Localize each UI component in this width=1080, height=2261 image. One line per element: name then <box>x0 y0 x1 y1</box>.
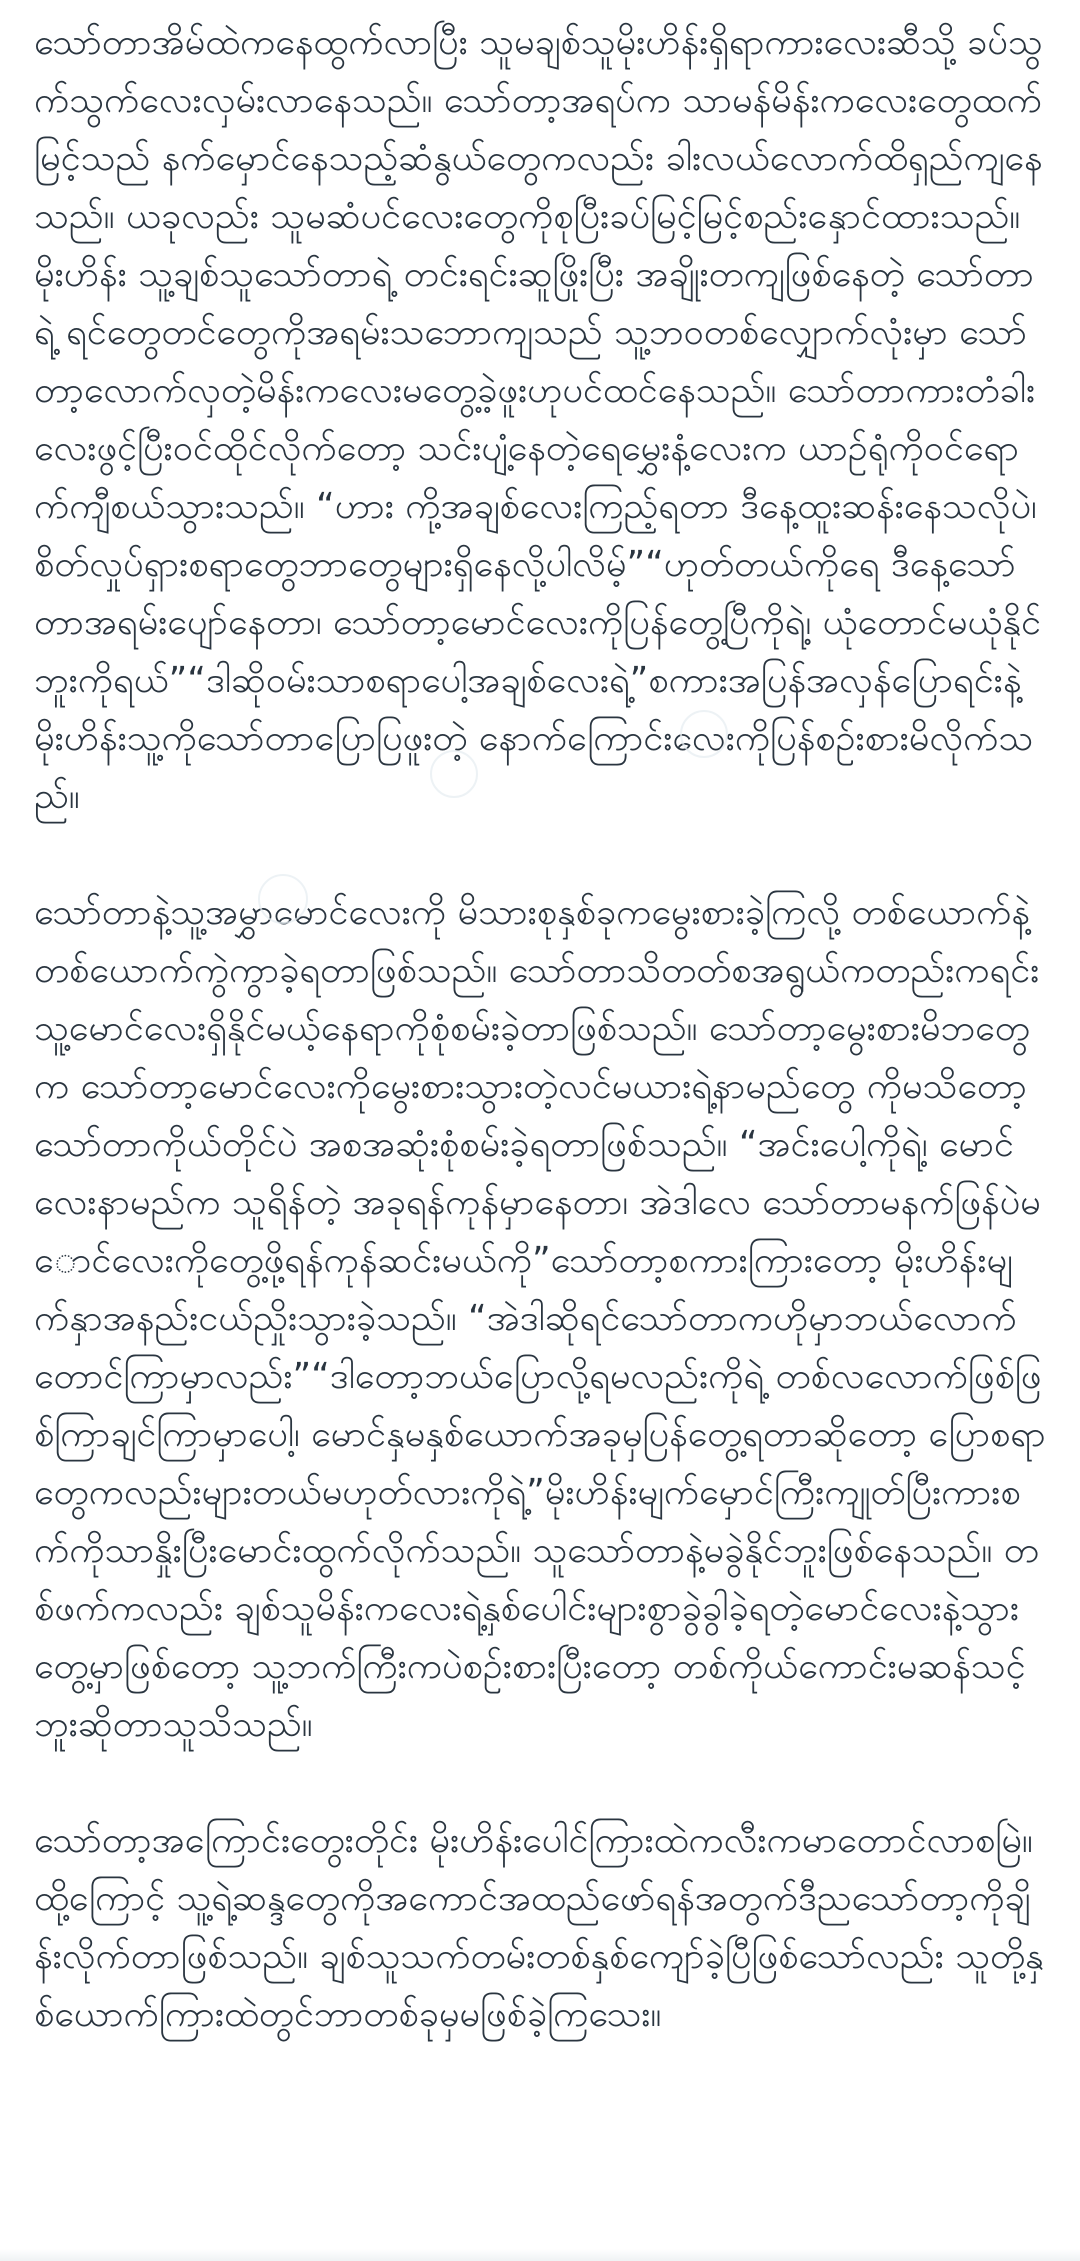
tap-ripple-indicator <box>430 750 478 798</box>
article-paragraph-3: သော်တာ့အကြောင်းတွေးတိုင်း မိုးဟိန်းပေါင်ကြားထဲကလီးကမာတောင်လာစမြဲ။ ထို့ကြောင့် သူ့ရဲ့ဆန္ဒတွေကိုအကောင်အထည်ဖော်ရန်အတွက်ဒီညသော်တာ့ကိုချိန်းလိုက်တာဖြစ်သည်။ ချစ်သူသက်တမ်းတစ်နှစ်ကျော်ခဲ့ပြီဖြစ်သော်လည်း သူတို့နှစ်ယောက်ကြားထဲတွင်ဘာတစ်ခုမှမဖြစ်ခဲ့ကြသေး။ <box>34 1820 1044 2035</box>
article-paragraph-1: သော်တာအိမ်ထဲကနေထွက်လာပြီး သူမချစ်သူမိုးဟိန်းရှိရာကားလေးဆီသို့ ခပ်သွက်သွက်လေးလှမ်းလာနေသည်။ သော်တာ့အရပ်က သာမန်မိန်းကလေးတွေထက်မြင့်သည် နက်မှောင်နေသည့်ဆံနွယ်တွေကလည်း ခါးလယ်လောက်ထိရှည်ကျနေသည်။ ယခုလည်း သူမဆံပင်လေးတွေကိုစုပြီးခပ်မြင့်မြင့်စည်းနှောင်ထားသည်။ မိုးဟိန်း သူ့ချစ်သူသော်တာရဲ့ တင်းရင်းဆူဖြိုးပြီး အချိုးတကျဖြစ်နေတဲ့ သော်တာရဲ့ ရင်တွေတင်တွေကိုအရမ်းသဘောကျသည် သူ့ဘဝတစ်လျှောက်လုံးမှာ သော်တာ့လောက်လှတဲ့မိန်းကလေးမတွေ့ခဲ့ဖူးဟုပင်ထင်နေသည်။ သော်တာကားတံခါးလေးဖွင့်ပြီးဝင်ထိုင်လိုက်တော့ သင်းပျံ့နေတဲ့ရေမွှေးနံ့လေးက ယာဉ်ရုံကိုဝင်ရောက်ကျီစယ်သွားသည်။ “ဟား ကို့အချစ်လေးကြည့်ရတာ ဒီနေ့ထူးဆန်းနေသလိုပဲ၊ စိတ်လှုပ်ရှားစရာတွေဘာတွေများရှိနေလို့ပါလိမ့်”“ဟုတ်တယ်ကိုရေ ဒီနေ့သော်တာအရမ်းပျော်နေတာ၊ သော်တာ့မောင်လေးကိုပြန်တွေ့ပြီကိုရဲ့၊ ယုံတောင်မယုံနိုင်ဘူးကိုရယ်”“ဒါဆိုဝမ်းသာစရာပေါ့အချစ်လေးရဲ့”စကားအပြန်အလှန်ပြောရင်းနဲ့ မိုးဟိန်းသူ့ကိုသော်တာပြောပြဖူးတဲ့ နောက်ကြောင်းလေးကိုပြန်စဉ်းစားမိလိုက်သည်။ <box>34 22 1043 817</box>
article-paragraph-2: သော်တာနဲ့သူ့အမွှာမောင်လေးကို မိသားစုနှစ်ခုကမွေးစားခဲ့ကြလို့ တစ်ယောက်နဲ့တစ်ယောက်ကွဲကွာခဲ့ရတာဖြစ်သည်။ သော်တာသိတတ်စအရွယ်ကတည်းကရင်း သူ့မောင်လေးရှိနိုင်မယ့်နေရာကိုစုံစမ်းခဲ့တာဖြစ်သည်။ သော်တာ့မွေးစားမိဘတွေက သော်တာ့မောင်လေးကိုမွေးစားသွားတဲ့လင်မယားရဲ့နာမည်တွေ ကိုမသိတော့ သော်တာကိုယ်တိုင်ပဲ အစအဆုံးစုံစမ်းခဲ့ရတာဖြစ်သည်။ “အင်းပေါ့ကိုရဲ့၊ မောင်လေးနာမည်က သူရိန်တဲ့ အခုရန်ကုန်မှာနေတာ၊ အဲဒါလေ သော်တာမနက်ဖြန်ပဲမောင်လေးကိုတွေ့ဖို့ရန်ကုန်ဆင်းမယ်ကို”သော်တာ့စကားကြားတော့ မိုးဟိန်းမျက်နှာအနည်းငယ်ညှိုးသွားခဲ့သည်။ “အဲဒါဆိုရင်သော်တာကဟိုမှာဘယ်လောက်တောင်ကြာမှာလည်း”“ဒါတော့ဘယ်ပြောလို့ရမလည်းကိုရဲ့ တစ်လလောက်ဖြစ်ဖြစ်ကြာချင်ကြာမှာပေါ့၊ မောင်နှမနှစ်ယောက်အခုမှပြန်တွေ့ရတာဆိုတော့ ပြောစရာတွေကလည်းများတယ်မဟုတ်လားကိုရဲ့”မိုးဟိန်းမျက်မှောင်ကြီးကျုတ်ပြီးကားစက်ကိုသာနှိုးပြီးမောင်းထွက်လိုက်သည်။ သူသော်တာနဲ့မခွဲနိုင်ဘူးဖြစ်နေသည်။ တစ်ဖက်ကလည်း ချစ်သူမိန်းကလေးရဲ့နှစ်ပေါင်းများစွာခွဲခွါခဲ့ရတဲ့မောင်လေးနဲ့သွားတွေ့မှာဖြစ်တော့ သူ့ဘက်ကြီးကပဲစဉ်းစားပြီးတော့ တစ်ကိုယ်ကောင်းမဆန်သင့်ဘူးဆိုတာသူသိသည်။ <box>34 892 1046 1745</box>
bottom-edge-shadow <box>0 2249 1080 2261</box>
tap-ripple-indicator <box>258 874 308 924</box>
tap-ripple-indicator <box>680 710 728 758</box>
